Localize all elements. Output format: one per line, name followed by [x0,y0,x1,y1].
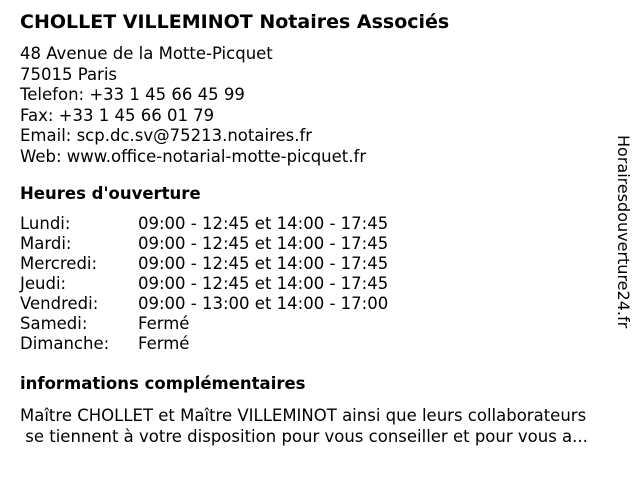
phone-text: Telefon: +33 1 45 66 45 99 [20,85,245,104]
time-range: Fermé [138,334,190,353]
day-label: Lundi: [20,214,71,233]
hours-row-saturday [20,314,440,334]
fax-text: Fax: +33 1 45 66 01 79 [20,105,215,125]
time-range: 09:00 - 12:45 et 14:00 - 17:45 [138,254,389,273]
time-range: 09:00 - 12:45 et 14:00 - 17:45 [138,214,389,233]
hours-heading: Heures d'ouverture [20,184,201,203]
hours-row-wednesday [20,254,440,274]
hours-row-sunday [20,334,440,354]
contact-block [20,44,366,167]
day-label: Dimanche: [20,334,110,353]
time-range: 09:00 - 12:45 et 14:00 - 17:45 [138,234,389,253]
day-label: Jeudi: [20,274,67,293]
hours-table [20,214,440,354]
hours-row-tuesday [20,234,440,254]
day-label: Samedi: [20,314,88,333]
email-text: Email: scp.dc.sv@75213.notaires.fr [20,126,313,145]
hours-row-thursday [20,274,440,294]
office-title: CHOLLET VILLEMINOT Notaires Associés [20,11,450,33]
info-heading: informations complémentaires [20,374,306,393]
info-line-1: Maître CHOLLET et Maître VILLEMINOT ainsi que leurs collaborateurs [20,406,587,425]
site-watermark: Horairesdouverture24.fr [614,135,633,329]
address-line-street: 48 Avenue de la Motte-Picquet [20,44,273,63]
day-label: Mercredi: [20,254,98,273]
web-text: Web: www.office-notarial-motte-picquet.fr [20,146,367,166]
time-range: 09:00 - 12:45 et 14:00 - 17:45 [138,274,389,293]
hours-row-friday [20,294,440,314]
hours-row-monday [20,214,440,234]
day-label: Mardi: [20,234,72,253]
day-label: Vendredi: [20,294,99,313]
address-line-city: 75015 Paris [20,64,118,84]
info-line-2: se tiennent à votre disposition pour vous conseiller et pour vous a... [20,427,588,446]
info-description [20,405,625,447]
time-range: Fermé [138,314,190,333]
time-range: 09:00 - 13:00 et 14:00 - 17:00 [138,294,389,313]
